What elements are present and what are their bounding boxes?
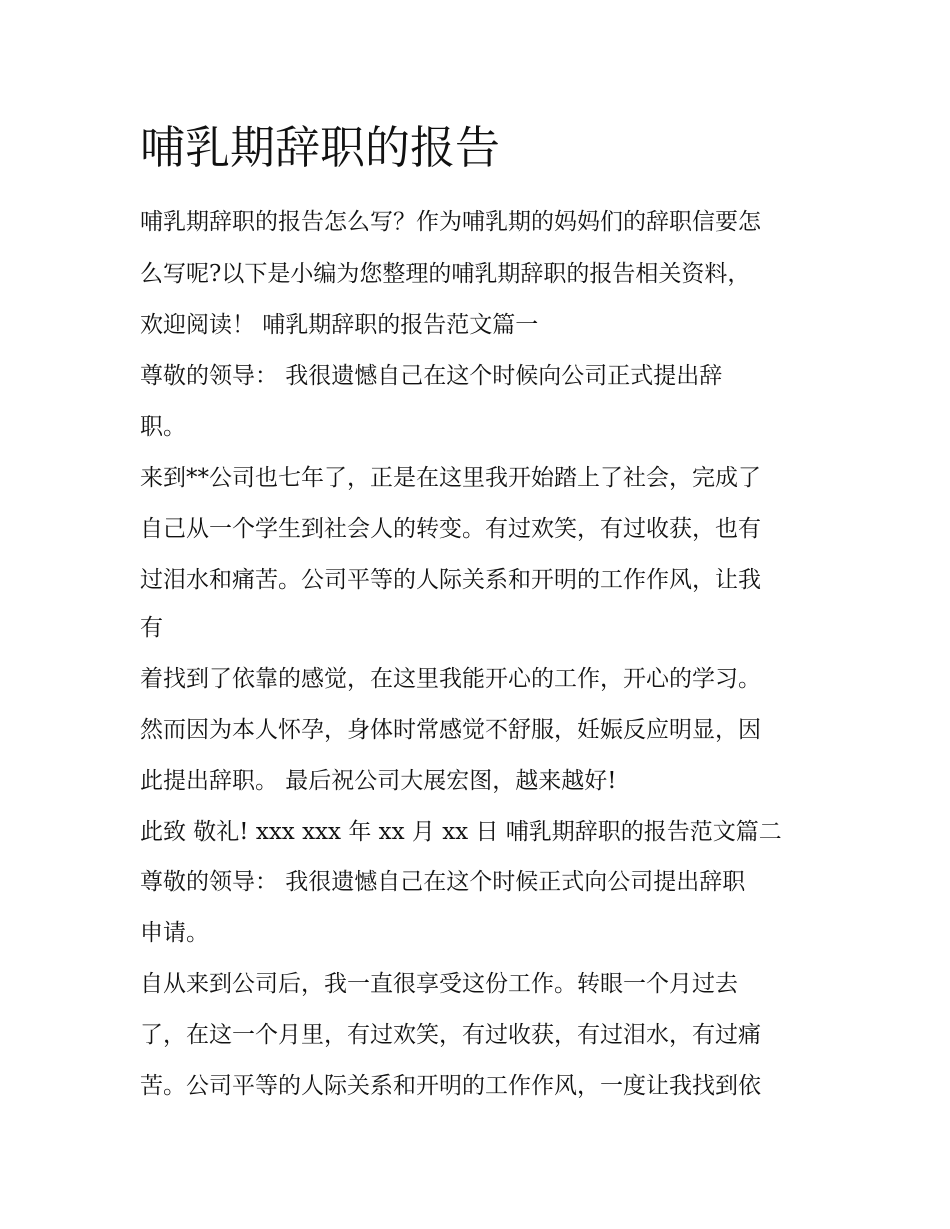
text-line: 哺乳期辞职的报告怎么写？作为哺乳期的妈妈们的辞职信要怎: [140, 209, 761, 235]
text-line: 职。: [140, 414, 186, 440]
text-line: 此致 敬礼! xxx xxx 年 xx 月 xx 日 哺乳期辞职的报告范文篇二: [140, 819, 782, 845]
text-line: 么写呢?以下是小编为您整理的哺乳期辞职的报告相关资料，: [140, 261, 751, 287]
text-line: 过泪水和痛苦。公司平等的人际关系和开明的工作作风，让我: [140, 567, 761, 593]
text-line: 此提出辞职。 最后祝公司大展宏图，越来越好!: [140, 768, 617, 794]
text-line: 申请。: [140, 920, 209, 946]
text-line: 欢迎阅读！ 哺乳期辞职的报告范文篇一: [140, 312, 539, 338]
text-line: 着找到了依靠的感觉，在这里我能开心的工作，开心的学习。: [140, 666, 761, 692]
text-line: 了，在这一个月里，有过欢笑，有过收获，有过泪水，有过痛: [140, 1022, 761, 1048]
text-line: 然而因为本人怀孕，身体时常感觉不舒服，妊娠反应明显，因: [140, 717, 761, 743]
text-line: 苦。公司平等的人际关系和开明的工作作风，一度让我找到依: [140, 1073, 761, 1099]
text-line: 有: [140, 615, 163, 641]
text-line: 尊敬的领导： 我很遗憾自己在这个时候向公司正式提出辞: [140, 363, 723, 389]
text-line: 自从来到公司后，我一直很享受这份工作。转眼一个月过去: [140, 971, 738, 997]
text-line: 尊敬的领导： 我很遗憾自己在这个时候正式向公司提出辞职: [140, 869, 746, 895]
document-title: 哺乳期辞职的报告: [140, 121, 501, 174]
text-line: 自己从一个学生到社会人的转变。有过欢笑，有过收获，也有: [140, 516, 761, 542]
text-line: 来到**公司也七年了，正是在这里我开始踏上了社会，完成了: [140, 465, 761, 491]
